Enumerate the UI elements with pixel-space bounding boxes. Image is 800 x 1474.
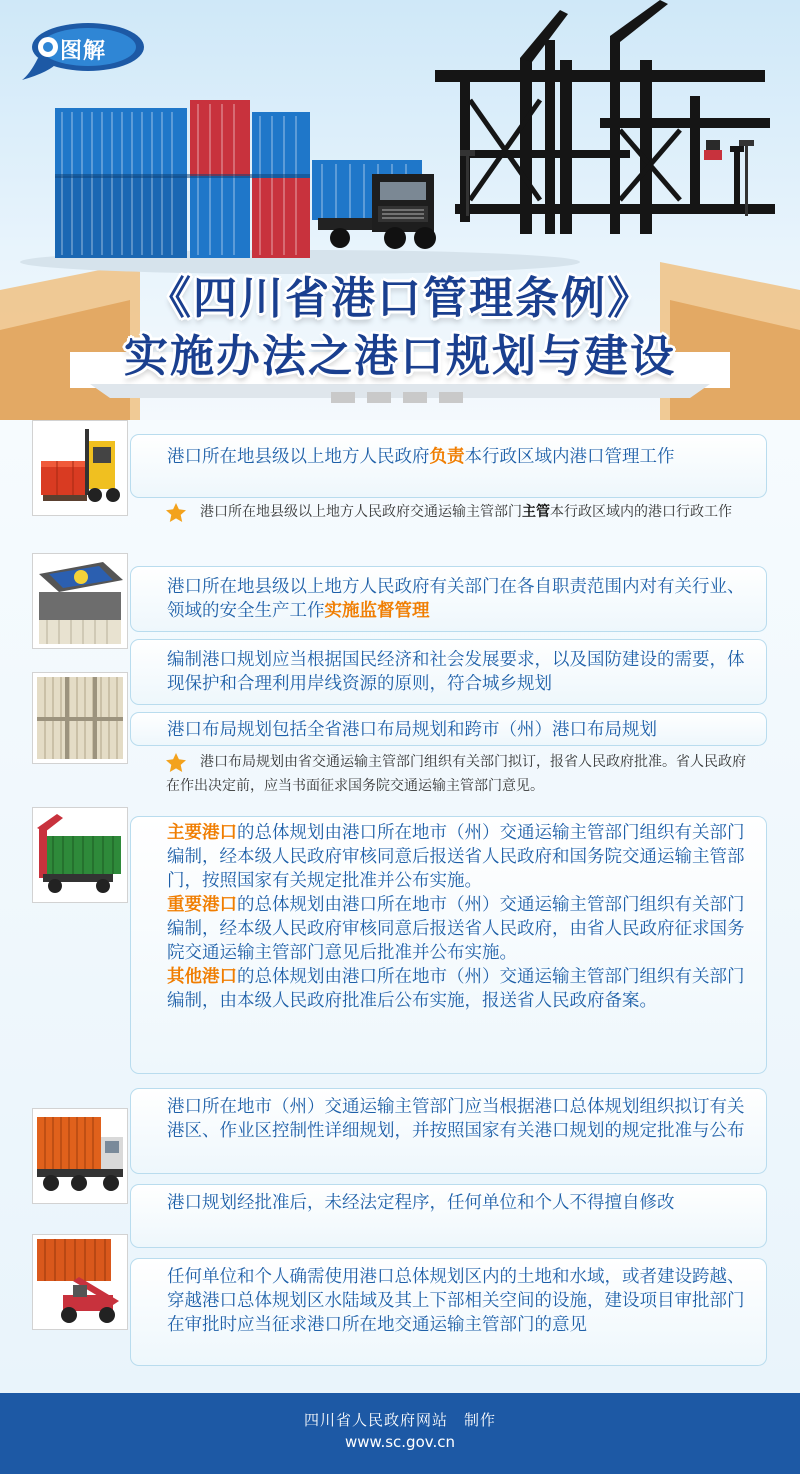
card-item-5 (130, 816, 767, 1074)
card-text: 编制港口规划应当根据国民经济和社会发展要求，以及国防建设的需要，体现保护和合理利用岸线资源的原则，符合城乡规划 (167, 650, 745, 694)
diagram-badge-label: 图解 (60, 39, 107, 64)
note-1 (166, 500, 756, 524)
text-segment: 本行政区域内港口管理工作 (464, 447, 675, 467)
text-segment: 本行政区域内的港口行政工作 (550, 504, 732, 520)
paragraph-major-port (167, 821, 748, 893)
card-text (167, 575, 748, 623)
thumb-containers-top (32, 553, 128, 649)
card-item-8 (130, 1258, 767, 1366)
highlight-term: 重要港口 (167, 895, 237, 915)
highlight-term: 负责 (429, 447, 465, 467)
card-text: 港口所在地市（州）交通运输主管部门应当根据港口总体规划组织拟订有关港区、作业区控制性详细规划，并按照国家有关港口规划的规定批准与公布 (167, 1097, 745, 1141)
thumb-forklift (32, 420, 128, 516)
header-banner (0, 0, 800, 420)
text-segment: 港口布局规划由省交通运输主管部门组织有关部门拟订，报省人民政府批准。省人民政府在作出决定前，应当书面征求国务院交通运输主管部门意见。 (166, 754, 746, 794)
divider-dot (367, 392, 391, 403)
card-item-6 (130, 1088, 767, 1174)
divider-dot (439, 392, 463, 403)
note-2 (166, 750, 756, 798)
text-segment: 的总体规划由港口所在地市（州）交通运输主管部门组织有关部门编制，经本级人民政府审核同意后报送省人民政府和国务院交通运输主管部门，按照国家有关规定批准并公布实施。 (167, 823, 745, 891)
card-text (167, 821, 748, 1013)
card-item-2 (130, 566, 767, 632)
thumb-containers-stack (32, 672, 128, 764)
star-icon (166, 503, 186, 522)
card-item-4 (130, 712, 767, 746)
page-title-line2: 实施办法之港口规划与建设 (124, 331, 676, 382)
note-text (166, 750, 756, 798)
note-text (166, 500, 756, 524)
footer-credit: 四川省人民政府网站 制作 (303, 1411, 496, 1429)
thumb-reach-stacker (32, 1234, 128, 1330)
card-text (167, 445, 748, 469)
thumb-orange-truck (32, 1108, 128, 1204)
highlight-term: 实施监督管理 (324, 601, 430, 621)
page-title-line1: 《四川省港口管理条例》 (147, 273, 653, 324)
text-segment: 的总体规划由港口所在地市（州）交通运输主管部门组织有关部门编制，经本级人民政府审核同意后报送省人民政府，由省人民政府征求国务院交通运输主管部门意见后批准并公布实施。 (167, 895, 745, 963)
paragraph-other-port (167, 965, 748, 1013)
thumb-green-container (32, 807, 128, 903)
card-text: 港口规划经批准后，未经法定程序，任何单位和个人不得擅自修改 (167, 1193, 675, 1213)
text-segment: 港口所在地县级以上地方人民政府交通运输主管部门 (200, 504, 522, 520)
divider-dot (331, 392, 355, 403)
highlight-term: 主要港口 (167, 823, 237, 843)
paragraph-important-port (167, 893, 748, 965)
card-item-1 (130, 434, 767, 498)
text-segment: 港口所在地县级以上地方人民政府有关部门在各自职责范围内对有关行业、领域的安全生产工作 (167, 577, 745, 621)
content-area (0, 420, 800, 1393)
card-item-7 (130, 1184, 767, 1248)
card-item-3 (130, 639, 767, 705)
card-text: 任何单位和个人确需使用港口总体规划区内的土地和水域，或者建设跨越、穿越港口总体规划区水陆域及其上下部相关空间的设施，建设项目审批部门在审批时应当征求港口所在地交通运输主管部门的意见 (167, 1267, 745, 1335)
footer (0, 1393, 800, 1474)
divider-dot (403, 392, 427, 403)
footer-website-link[interactable]: www.sc.gov.cn (345, 1433, 455, 1451)
bold-term: 主管 (522, 504, 550, 520)
star-icon (166, 753, 186, 772)
card-text: 港口布局规划包括全省港口布局规划和跨市（州）港口布局规划 (167, 720, 657, 740)
text-segment: 的总体规划由港口所在地市（州）交通运输主管部门组织有关部门编制，由本级人民政府批准后公布实施，报送省人民政府备案。 (167, 967, 745, 1011)
text-segment: 港口所在地县级以上地方人民政府 (167, 447, 430, 467)
highlight-term: 其他港口 (167, 967, 237, 987)
